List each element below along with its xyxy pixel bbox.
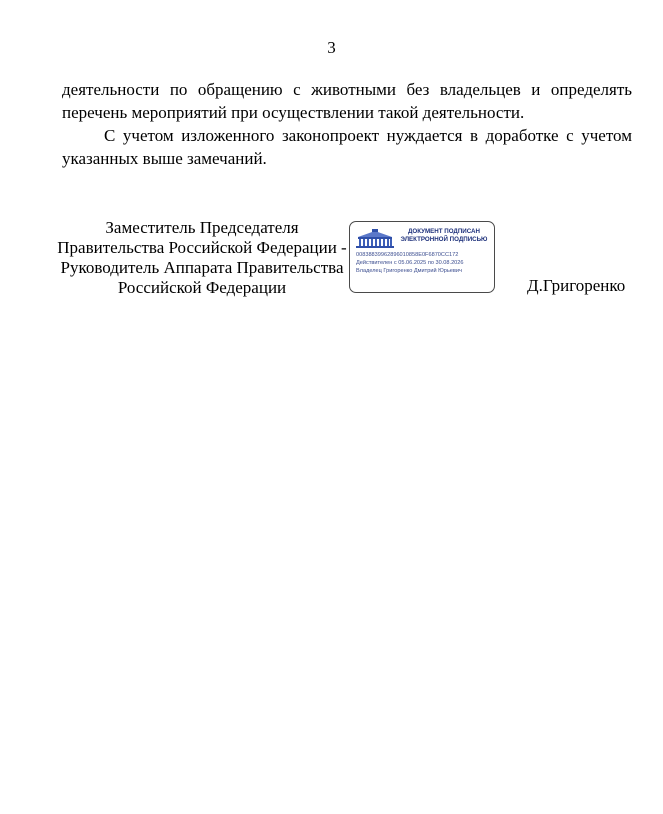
- stamp-owner: Владелец Григоренко Дмитрий Юрьевич: [356, 268, 462, 274]
- government-building-icon: [356, 229, 394, 249]
- stamp-title-line: ЭЛЕКТРОННОЙ ПОДПИСЬЮ: [400, 236, 488, 243]
- position-line: Заместитель Председателя: [105, 218, 299, 237]
- signatory-position: [52, 218, 352, 298]
- stamp-certificate-number: 00838839962896010858E0F6870CC172: [356, 252, 459, 258]
- body-paragraph-conclusion: С учетом изложенного законопроект нуждается в доработке с учетом указанных выше замечаний.: [62, 126, 632, 168]
- position-line: Российской Федерации: [117, 278, 287, 297]
- stamp-title-line: ДОКУМЕНТ ПОДПИСАН: [408, 228, 480, 235]
- signer-name: Д.Григоренко: [527, 276, 626, 295]
- page-number: 3: [327, 38, 336, 57]
- electronic-signature-stamp: [349, 221, 495, 293]
- stamp-validity-period: Действителен с 05.06.2025 по 30.08.2026: [356, 260, 464, 266]
- stamp-title: [394, 228, 494, 244]
- position-line: Руководитель Аппарата Правительства: [60, 258, 344, 277]
- position-line: Правительства Российской Федерации -: [57, 238, 347, 257]
- letter-body: [62, 78, 632, 170]
- body-paragraph-continuation: деятельности по обращению с животными без владельцев и определять перечень мероприятий при осуществлении такой деятельности.: [62, 80, 632, 122]
